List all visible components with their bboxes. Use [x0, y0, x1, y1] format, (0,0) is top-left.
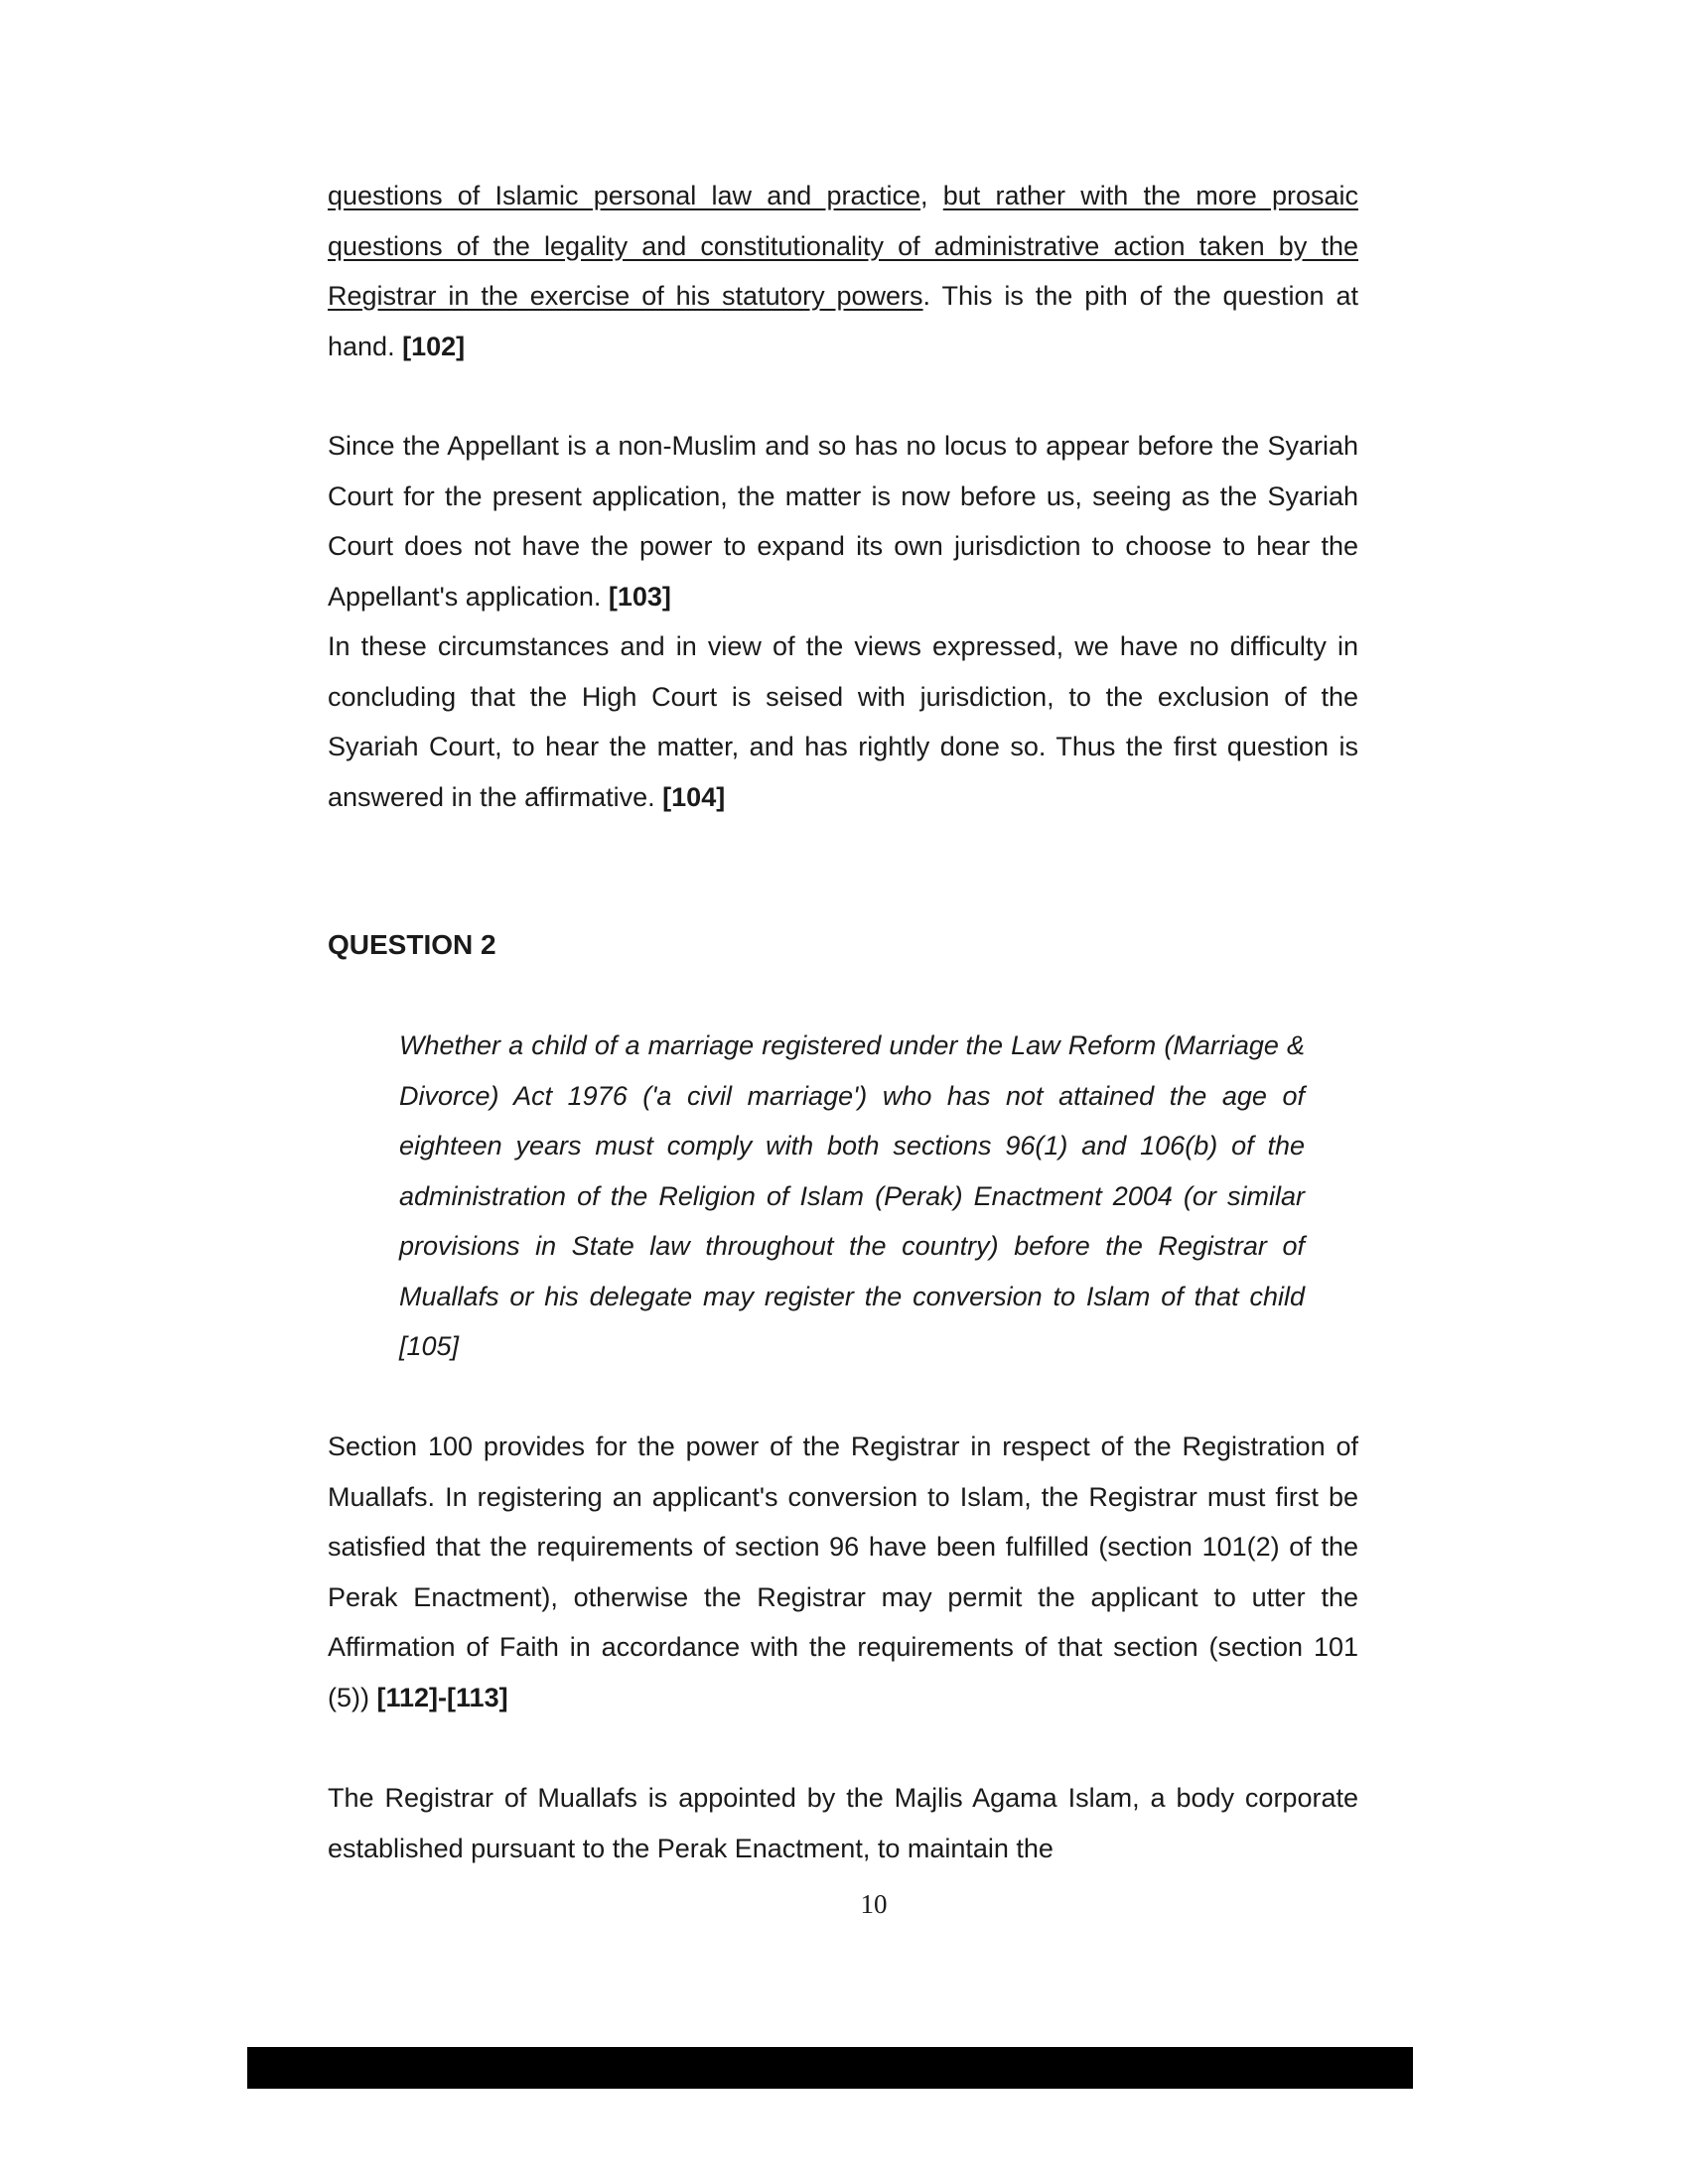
paragraph-4-text: Section 100 provides for the power of the Registrar in respect of the Registration of Muallafs. In registering an applicant's conversion to Islam, the Registrar must first be satisfied that the requirements of section 96 have been fulfilled (section 101(2) of the Perak Enactment), otherwise the Registrar may permit the applicant to utter the Affirmation of Faith in accordance with the requirements of that section (section 101 (5)): [328, 1432, 1358, 1712]
question-quote: Whether a child of a marriage registered under the Law Reform (Marriage & Divorce) Act 1976 ('a civil marriage') who has not attained the age of eighteen years must comply with both sections 96(1) and 106(b) of the administration of the Religion of Islam (Perak) Enactment 2004 (or similar provisions in State law throughout the country) before the Registrar of Muallafs or his delegate may register the conversion to Islam of that child [105]: [399, 1030, 1305, 1361]
section-heading: QUESTION 2: [328, 929, 496, 960]
underlined-phrase-1: questions of Islamic personal law and practice: [328, 181, 921, 210]
paragraph-1: [328, 171, 1358, 371]
paragraph-reference: [102]: [402, 331, 466, 361]
paragraph-4: [328, 1422, 1358, 1722]
page-number: 10: [860, 1889, 888, 1919]
underlined-phrase-2: but rather with the more prosaic questions of the legality and constitutionality of administrative action taken by the Registrar in the exercise of his statutory powers: [328, 181, 1358, 311]
paragraph-1-separator: ,: [920, 181, 943, 210]
paragraph-reference: [103]: [608, 581, 671, 612]
paragraph-3-text: In these circumstances and in view of the views expressed, we have no difficulty in concluding that the High Court is seised with jurisdiction, to the exclusion of the Syariah Court, to hear the matter, and has rightly done so. Thus the first question is answered in the affirmative.: [328, 631, 1358, 812]
paragraph-5: [328, 1773, 1358, 1873]
paragraph-3: [328, 621, 1358, 822]
paragraph-1-tail: . This is the pith of the question at hand.: [328, 281, 1358, 361]
paragraph-reference: [112]-[113]: [376, 1682, 508, 1712]
paragraph-2: [328, 421, 1358, 621]
paragraph-5-text: The Registrar of Muallafs is appointed by the Majlis Agama Islam, a body corporate established pursuant to the Perak Enactment, to maintain the: [328, 1783, 1358, 1863]
paragraph-reference: [104]: [662, 781, 726, 812]
footer-bar: [247, 2047, 1413, 2089]
paragraph-2-text: Since the Appellant is a non-Muslim and so has no locus to appear before the Syariah Court for the present application, the matter is now before us, seeing as the Syariah Court does not have the power to expand its own jurisdiction to choose to hear the Appellant's application.: [328, 431, 1358, 612]
